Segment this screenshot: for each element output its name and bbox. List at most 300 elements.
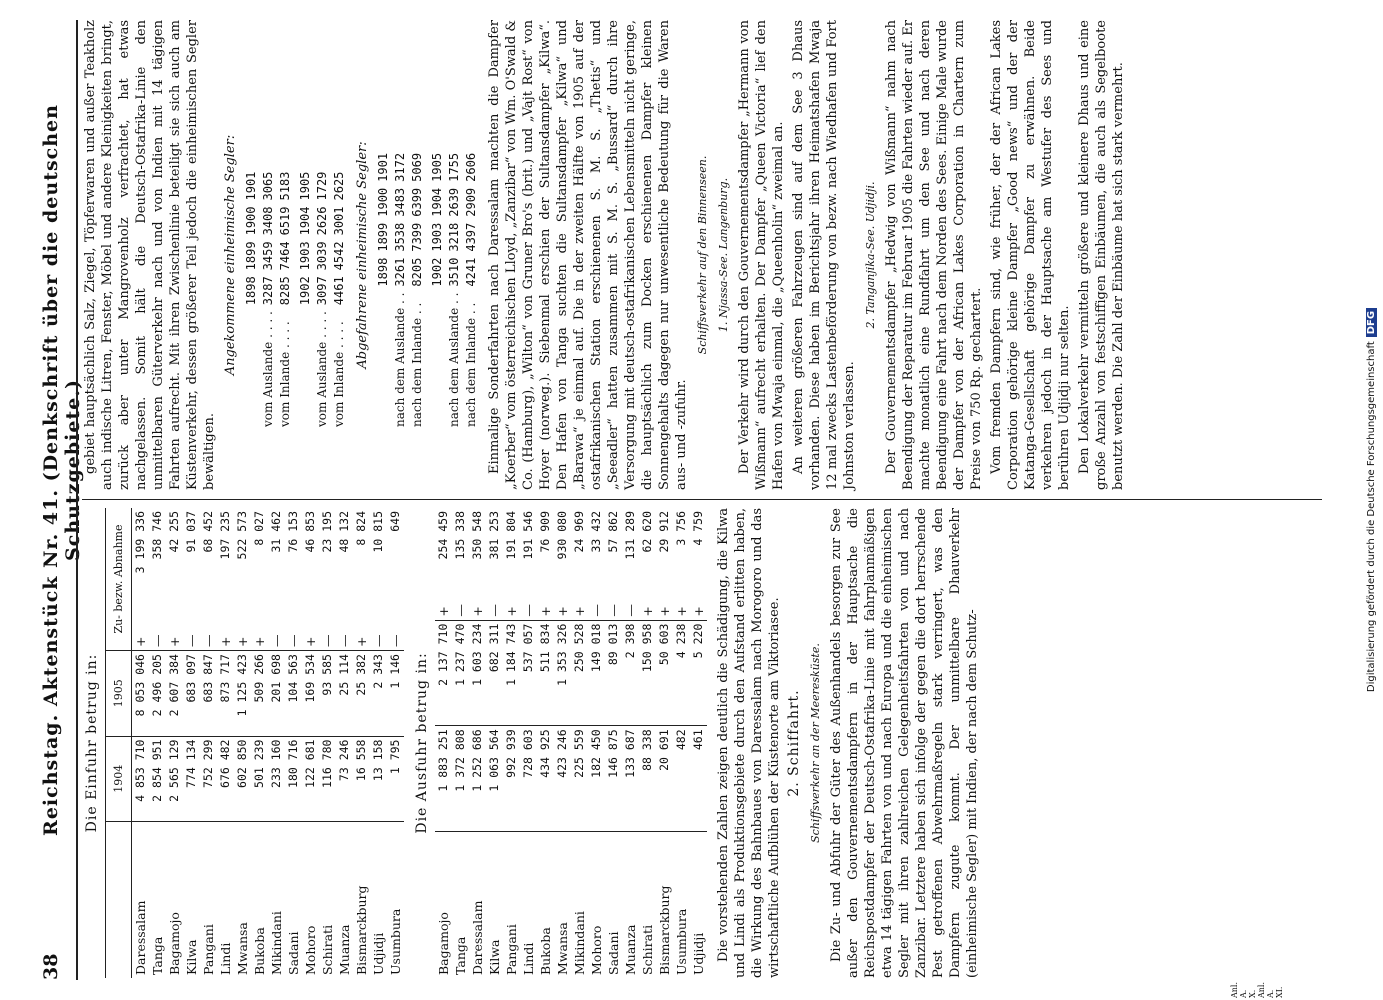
- change-value: 350 548: [470, 511, 484, 560]
- change-sign: +: [251, 620, 268, 651]
- value-1905: 1 125 423: [234, 651, 251, 736]
- change-sign: —: [183, 620, 200, 651]
- change-value: 48 132: [337, 511, 351, 553]
- count-value: 1755: [447, 152, 461, 182]
- change-value: 522 573: [235, 511, 249, 560]
- change-value: 29 912: [657, 511, 671, 553]
- count-value: 3001: [332, 206, 346, 236]
- change-sign: +: [469, 591, 486, 620]
- right-paragraph-5: Der Gouvernementsdampfer „Hedwig von Wißmann“ nahm nach Beendigung der Reparatur im Februar 1905 die Fahrten wieder auf. Er machte monatlich eine Rundfahrt um den See und nach deren Beendigung eine Fahrt nach dem Norden des Sees. Einige Male wurde der Dampfer von der African Lakes Corporation in Chartern zum Preise von 750 Rp. gechartert.: [884, 20, 984, 490]
- place-name: Mwansa: [555, 922, 570, 975]
- value-1905: 250 528: [571, 620, 588, 726]
- year-spacer: [297, 308, 314, 430]
- place-name: Pangani: [504, 924, 519, 975]
- change-value: 76 909: [538, 511, 552, 553]
- count-value: 4241: [464, 257, 478, 287]
- table-row: [183, 508, 200, 978]
- running-header: [32, 20, 84, 980]
- year-label: 1898: [244, 276, 258, 306]
- place-name: Pangani: [201, 924, 216, 975]
- value-1904: 1 252 686: [469, 726, 486, 832]
- row-label: vom Inlande . . . .: [332, 321, 346, 427]
- change-sign: —: [520, 591, 537, 620]
- count-value: 3510: [447, 257, 461, 287]
- count-value: 3261: [393, 257, 407, 287]
- value-1904: 4 853 710: [132, 736, 150, 821]
- count-value: 3538: [393, 222, 407, 252]
- import-col-1905: 1905: [106, 651, 132, 736]
- change-sign: +: [571, 591, 588, 620]
- export-table: [435, 508, 707, 978]
- change-value: 254 459: [436, 511, 450, 560]
- year-row: [297, 169, 314, 430]
- change-sign: +: [166, 620, 183, 651]
- change-sign: +: [353, 620, 370, 651]
- change-sign: —: [149, 620, 166, 651]
- change-sign: +: [673, 591, 690, 620]
- change-sign: +: [503, 591, 520, 620]
- year-label: 1901: [376, 152, 390, 182]
- table-row: [503, 508, 520, 978]
- count-value: 7464: [278, 241, 292, 271]
- change-value: 10 815: [371, 511, 385, 553]
- value-1905: 4 238: [673, 620, 690, 726]
- table-row: [446, 150, 463, 430]
- table-row: [435, 508, 452, 978]
- change-sign: —: [588, 591, 605, 620]
- value-1904: 602 850: [234, 736, 251, 821]
- change-value: 191 546: [521, 511, 535, 560]
- arrived-table-2: [297, 169, 348, 430]
- table-row: [639, 508, 656, 978]
- place-name: Mohoro: [589, 925, 604, 975]
- value-1905: 1 146: [387, 651, 404, 736]
- table-row: [336, 508, 353, 978]
- table-row: [588, 508, 605, 978]
- place-name: Lindi: [521, 942, 536, 975]
- change-value: 23 195: [320, 511, 334, 553]
- row-label: nach dem Auslande . .: [393, 292, 407, 427]
- value-1904: 180 716: [285, 736, 302, 821]
- margin-note: Anl. A. X. Anl. A. XI.: [1230, 981, 1284, 998]
- change-value: 31 462: [269, 511, 283, 553]
- import-col-change: Zu- bezw. Abnahme: [106, 508, 132, 651]
- change-sign: +: [132, 620, 150, 651]
- change-sign: —: [285, 620, 302, 651]
- count-value: 3097: [315, 276, 329, 306]
- year-spacer: [243, 308, 260, 430]
- value-1905: 683 847: [200, 651, 217, 736]
- change-sign: —: [452, 591, 469, 620]
- value-1905: 537 057: [520, 620, 537, 726]
- value-1905: 511 834: [537, 620, 554, 726]
- count-value: 6519: [278, 206, 292, 236]
- value-1905: 2 137 710: [435, 620, 452, 726]
- count-value: 7399: [410, 222, 424, 252]
- right-paragraph-6: Vom fremden Dampfern sind, wie früher, der der African Lakes Corporation gehörige kleine Dampfer „Good news“ und der der Katanga-Gesellschaft gehörige Dampfer zu erwähnen. Beide verkehren jedoch in der Hauptsache am Westufer des Sees und berühren Udjidji nur selten.: [989, 20, 1072, 490]
- table-row: [656, 508, 673, 978]
- count-value: 4542: [332, 241, 346, 271]
- change-sign: —: [319, 620, 336, 651]
- header-rule: [76, 20, 78, 980]
- place-name: Udjidji: [691, 932, 706, 975]
- place-name: Schirati: [320, 924, 335, 975]
- value-1904: 233 160: [268, 736, 285, 821]
- place-name: Usumbura: [388, 908, 403, 975]
- value-1904: 992 939: [503, 726, 520, 832]
- count-value: 5183: [278, 171, 292, 201]
- left-column: [82, 508, 984, 978]
- value-1904: 2 854 951: [149, 736, 166, 821]
- count-value: 6399: [410, 187, 424, 217]
- value-1905: 1 603 234: [469, 620, 486, 726]
- place-name: Mohoro: [303, 925, 318, 975]
- change-sign: —: [200, 620, 217, 651]
- value-1905: 89 013: [605, 620, 622, 726]
- table-row: [469, 508, 486, 978]
- year-label: 1904: [298, 206, 312, 236]
- count-value: 3287: [261, 276, 275, 306]
- shipping-paragraph-1: Die Zu- und Abfuhr der Güter des Außenhandels besorgen zur See außer den Gouvernementsdampfern in der Hauptsache die Reichspostdampfer der Deutsch-Ostafrika-Linie mit fahrplanmäßigen etwa 14 tägigen Fahrten von und nach Europa und die einheimischen Segler mit ihren zahlreichen Gelegenheitsfahrten von und nach Zanzibar. Letztere haben sich infolge der gegen die dort herrschende Pest getroffenen Abwehrmaßregeln stark verringert, was den Dampfern zugute kommt. Der unmittelbare Dhauverkehr (einheimische Segler) mit Indien, der nach dem Schutz-: [829, 508, 980, 978]
- change-value: 8 027: [252, 511, 266, 546]
- value-1905: 150 958: [639, 620, 656, 726]
- place-name: Bagamojo: [167, 912, 182, 975]
- count-value: 3483: [393, 187, 407, 217]
- table-row: [463, 150, 480, 430]
- count-value: 3408: [261, 206, 275, 236]
- year-row: [429, 150, 446, 430]
- export-heading: Die Ausfuhr betrug in:: [414, 652, 430, 834]
- year-label: 1899: [376, 222, 390, 252]
- year-label: 1905: [298, 171, 312, 201]
- value-1905: 2 607 384: [166, 651, 183, 736]
- place-name: Bismarckburg: [354, 885, 369, 975]
- value-1905: 1 353 326: [554, 620, 571, 726]
- place-name: Sadani: [606, 931, 621, 975]
- value-1904: 1 063 564: [486, 726, 503, 832]
- table-row: [200, 508, 217, 978]
- table-row: [319, 508, 336, 978]
- table-row: [537, 508, 554, 978]
- place-name: Kilwa: [487, 939, 502, 975]
- table-row: [285, 508, 302, 978]
- value-1905: 1 184 743: [503, 620, 520, 726]
- table-row: [217, 508, 234, 978]
- table-row: [234, 508, 251, 978]
- value-1905: 104 563: [285, 651, 302, 736]
- page-title: Reichstag. Aktenstück Nr. 41. (Denkschrift über die deutschen Schutzgebiete.): [40, 104, 84, 836]
- value-1904: 501 239: [251, 736, 268, 821]
- change-value: 46 853: [303, 511, 317, 553]
- year-label: 1903: [298, 241, 312, 271]
- year-label: 1900: [244, 206, 258, 236]
- row-label: vom Auslande . . . .: [315, 311, 329, 427]
- value-1904: 482: [673, 726, 690, 832]
- value-1904: 1 795: [387, 736, 404, 821]
- change-sign: —: [336, 620, 353, 651]
- value-1904: 182 450: [588, 726, 605, 832]
- import-table: [105, 508, 404, 978]
- right-paragraph-2: Einmalige Sonderfahrten nach Daressalam machten die Dampfer „Koerber“ vom österreichischen Lloyd, „Zanzibar“ von Wm. O'Swald & Co. (Hamburg), „Wilton“ von Gruner Bro's (brit.) und „Vajt Rost“ von Hoyer (norweg.). Siebenmal erschien der Sultansdampfer „Kilwa“. Den Hafen von Tanga suchten die Sultansdampfer „Kilwa“ und „Barawa“ je einmal auf. Die in der zweiten Hälfte von 1905 auf der ostafrikanischen Station erschienenen S. M. S. „Thetis“ und „Seeadler“ hatten zusammen mit S. M. S. „Bussard“ durch ihre Versorgung mit deutsch-ostafrikanischen Lebensmitteln nicht geringe, die hauptsächlich zum Docken erschienenen Dampfer kleinen Sonnengehalts dagegen nur unwesentliche Bedeutung für die Waren aus- und -zufuhr.: [487, 20, 689, 490]
- shipping-heading: 2. Schiffahrt.: [786, 689, 802, 797]
- change-value: 24 969: [572, 511, 586, 553]
- page-number: 38: [40, 953, 62, 980]
- value-1904: 146 875: [605, 726, 622, 832]
- table-row: [392, 150, 409, 430]
- value-1904: 774 134: [183, 736, 200, 821]
- value-1905: 93 585: [319, 651, 336, 736]
- value-1905: 8 053 046: [132, 651, 150, 736]
- place-name: Bukoba: [252, 927, 267, 975]
- place-name: Muanza: [337, 924, 352, 975]
- year-label: 1900: [376, 187, 390, 217]
- value-1904: 676 482: [217, 736, 234, 821]
- value-1905: 682 311: [486, 620, 503, 726]
- place-name: Daressalam: [133, 900, 148, 975]
- row-label: nach dem Inlande . .: [464, 302, 478, 427]
- value-1904: 1 883 251: [435, 726, 452, 832]
- year-label: 1901: [244, 171, 258, 201]
- value-1905: 873 717: [217, 651, 234, 736]
- table-row: [486, 508, 503, 978]
- table-row: [452, 508, 469, 978]
- value-1905: 149 018: [588, 620, 605, 726]
- value-1905: 25 382: [353, 651, 370, 736]
- right-paragraph-4: An weiteren größeren Fahrzeugen sind auf dem See 3 Dhaus vorhanden. Diese haben im Berichtsjahr ihren Heimatshafen Mwaja 12 mal zwecks Lastenbeförderung von bezw. nach Wiedhafen und Fort Johnston verlassen.: [791, 20, 857, 490]
- year-label: 1904: [430, 187, 444, 217]
- table-row: [690, 508, 707, 978]
- year-label: 1905: [430, 152, 444, 182]
- table-row: [260, 169, 277, 430]
- right-paragraph-7: Den Lokalverkehr vermitteln größere und kleinere Dhaus und eine große Anzahl von festschiffigen Einbäumen, die auch als Segelboote benutzt werden. Die Zahl der Einbäume hat sich stark vermehrt.: [1077, 20, 1126, 490]
- value-1904: 225 559: [571, 726, 588, 832]
- value-1905: 201 698: [268, 651, 285, 736]
- table-row: [409, 150, 426, 430]
- count-value: 2606: [464, 152, 478, 182]
- import-heading: Die Einfuhr betrug in:: [84, 653, 100, 833]
- count-value: 2639: [447, 187, 461, 217]
- right-column: [82, 20, 1130, 490]
- table-row: [132, 508, 150, 978]
- value-1904: 20 691: [656, 726, 673, 832]
- value-1905: 2 398: [622, 620, 639, 726]
- place-name: Muanza: [623, 924, 638, 975]
- row-label: vom Inlande . . . .: [278, 321, 292, 427]
- change-value: 649: [388, 511, 402, 532]
- change-sign: —: [486, 591, 503, 620]
- value-1905: 25 114: [336, 651, 353, 736]
- year-label: 1899: [244, 241, 258, 271]
- count-value: 1729: [315, 171, 329, 201]
- count-value: 2909: [464, 187, 478, 217]
- place-name: Bagamojo: [436, 912, 451, 975]
- arrived-table-1: [243, 169, 294, 430]
- value-1905: 5 220: [690, 620, 707, 726]
- value-1905: 683 097: [183, 651, 200, 736]
- change-value: 33 432: [589, 511, 603, 553]
- departed-table-1: [375, 150, 426, 430]
- footer: [1366, 0, 1377, 1000]
- row-label: nach dem Auslande . .: [447, 292, 461, 427]
- inland-heading: Schiffsverkehr auf den Binnenseen.: [696, 155, 709, 355]
- change-sign: —: [268, 620, 285, 651]
- place-name: Udjidji: [371, 932, 386, 975]
- change-value: 131 289: [623, 511, 637, 560]
- year-label: 1898: [376, 257, 390, 287]
- value-1904: 16 558: [353, 736, 370, 821]
- change-value: 57 862: [606, 511, 620, 553]
- value-1904: 116 780: [319, 736, 336, 821]
- change-sign: —: [605, 591, 622, 620]
- footer-text: Digitalisierung gefördert durch die Deutsche Forschungsgemeinschaft: [1366, 341, 1377, 693]
- value-1904: 88 338: [639, 726, 656, 832]
- change-value: 8 824: [354, 511, 368, 546]
- table-row: [554, 508, 571, 978]
- table-row: [331, 169, 348, 430]
- place-name: Kilwa: [184, 939, 199, 975]
- count-value: 5069: [410, 152, 424, 182]
- value-1905: 509 266: [251, 651, 268, 736]
- import-col-1904: 1904: [106, 736, 132, 821]
- table-row: [673, 508, 690, 978]
- year-label: 1903: [430, 222, 444, 252]
- value-1904: 461: [690, 726, 707, 832]
- count-value: 3218: [447, 222, 461, 252]
- value-1904: 1 372 808: [452, 726, 469, 832]
- change-value: 3 199 336: [133, 511, 147, 574]
- change-sign: —: [387, 620, 404, 651]
- value-1905: 2 343: [370, 651, 387, 736]
- change-value: 358 746: [150, 511, 164, 560]
- change-value: 76 153: [286, 511, 300, 553]
- place-name: Mikindani: [572, 911, 587, 975]
- value-1904: 752 299: [200, 736, 217, 821]
- value-1905: 2 496 205: [149, 651, 166, 736]
- table-row: [268, 508, 285, 978]
- table-row: [622, 508, 639, 978]
- place-name: Mikindani: [269, 911, 284, 975]
- place-name: Tanga: [453, 936, 468, 975]
- row-label: nach dem Inlande . .: [410, 302, 424, 427]
- right-paragraph-3: Der Verkehr wird durch den Gouvernementsdampfer „Hermann von Wißmann“ aufrecht erhalten. Der Dampfer „Queen Victoria“ lief den Hafen von Mwaja einmal, die „Queenholin“ zweimal an.: [737, 20, 786, 490]
- place-name: Sadani: [286, 931, 301, 975]
- year-row: [375, 150, 392, 430]
- count-value: 3459: [261, 241, 275, 271]
- change-sign: +: [217, 620, 234, 651]
- change-sign: +: [537, 591, 554, 620]
- change-value: 3 756: [674, 511, 688, 546]
- count-value: 3065: [261, 171, 275, 201]
- value-1905: 1 237 470: [452, 620, 469, 726]
- count-value: 2626: [315, 206, 329, 236]
- column-divider: [82, 499, 1322, 500]
- table-row: [571, 508, 588, 978]
- dfg-badge: DFG: [1366, 308, 1377, 337]
- count-value: 3172: [393, 152, 407, 182]
- place-name: Usumbura: [674, 908, 689, 975]
- table-row: [302, 508, 319, 978]
- change-value: 191 804: [504, 511, 518, 560]
- change-value: 68 452: [201, 511, 215, 553]
- change-value: 62 620: [640, 511, 654, 553]
- count-value: 4461: [332, 276, 346, 306]
- count-value: 4397: [464, 222, 478, 252]
- year-row: [243, 169, 260, 430]
- change-value: 42 255: [167, 511, 181, 553]
- change-value: 91 037: [184, 511, 198, 553]
- place-name: Daressalam: [470, 900, 485, 975]
- departed-table-2: [429, 150, 480, 430]
- value-1904: 2 565 129: [166, 736, 183, 821]
- coast-traffic-subheading: Schiffsverkehr an der Meeresküste.: [809, 643, 822, 843]
- change-sign: +: [234, 620, 251, 651]
- value-1904: 122 681: [302, 736, 319, 821]
- change-sign: +: [554, 591, 571, 620]
- table-row: [149, 508, 166, 978]
- count-value: 8285: [278, 276, 292, 306]
- table-row: [251, 508, 268, 978]
- table-row: [353, 508, 370, 978]
- arrived-heading: Angekommene einheimische Segler:: [223, 134, 238, 376]
- table-row: [605, 508, 622, 978]
- right-paragraph-1: gebiet hauptsächlich Salz, Ziegel, Töpferwaren und außer Teakholz auch indische Litren, Fenster, Möbel und andere Kleinigkeiten bringt, zurück aber unter Mangrovenholz verfrachtet, hat etwas nachgelassen. Somit hält die Deutsch-Ostafrika-Linie den unmittelbaren Güterverkehr nach und von Indien mit 14 tägigen Fahrten aufrecht. Mit ihren Zwischenlinie beteiligt sie sich auch am Küstenverkehr, dessen größerer Teil jedoch die einheimischen Segler bewältigen.: [83, 20, 217, 490]
- change-value: 4 759: [691, 511, 705, 546]
- year-spacer: [375, 290, 392, 430]
- closing-paragraph: Die vorstehenden Zahlen zeigen deutlich die Schädigung, die Kilwa und Lindi als Produktionsgebiete durch den Aufstand erlitten haben, die Wirkung des Bahnbaues von Daressalam nach Morogoro und das wirtschaftliche Aufblühen der Küstenorte am Viktoriasee.: [716, 508, 782, 978]
- value-1904: 133 687: [622, 726, 639, 832]
- nyassa-heading: 1. Njassa-See. Langenburg.: [717, 177, 730, 333]
- value-1904: 423 246: [554, 726, 571, 832]
- value-1904: 434 925: [537, 726, 554, 832]
- table-row: [277, 169, 294, 430]
- place-name: Schirati: [640, 924, 655, 975]
- year-spacer: [429, 290, 446, 430]
- table-row: [166, 508, 183, 978]
- value-1904: 728 603: [520, 726, 537, 832]
- place-name: Mwansa: [235, 922, 250, 975]
- place-name: Lindi: [218, 942, 233, 975]
- table-row: [314, 169, 331, 430]
- change-sign: —: [622, 591, 639, 620]
- table-row: [387, 508, 404, 978]
- change-sign: +: [435, 591, 452, 620]
- tanganyika-heading: 2. Tanganjika-See. Udjidji.: [864, 181, 877, 329]
- count-value: 8205: [410, 257, 424, 287]
- place-name: Bukoba: [538, 927, 553, 975]
- change-sign: +: [690, 591, 707, 620]
- change-sign: +: [302, 620, 319, 651]
- count-value: 3039: [315, 241, 329, 271]
- year-label: 1902: [430, 257, 444, 287]
- departed-heading: Abgefahrene einheimische Segler:: [355, 141, 370, 369]
- year-label: 1902: [298, 276, 312, 306]
- change-sign: +: [639, 591, 656, 620]
- table-row: [370, 508, 387, 978]
- value-1905: 169 534: [302, 651, 319, 736]
- value-1904: 73 246: [336, 736, 353, 821]
- change-sign: —: [370, 620, 387, 651]
- change-value: 197 235: [218, 511, 232, 560]
- value-1904: 13 158: [370, 736, 387, 821]
- change-value: 135 338: [453, 511, 467, 560]
- change-value: 930 080: [555, 511, 569, 560]
- row-label: vom Auslande . . . .: [261, 311, 275, 427]
- value-1905: 50 603: [656, 620, 673, 726]
- change-sign: +: [656, 591, 673, 620]
- table-row: [520, 508, 537, 978]
- place-name: Bismarckburg: [657, 885, 672, 975]
- change-value: 381 253: [487, 511, 501, 560]
